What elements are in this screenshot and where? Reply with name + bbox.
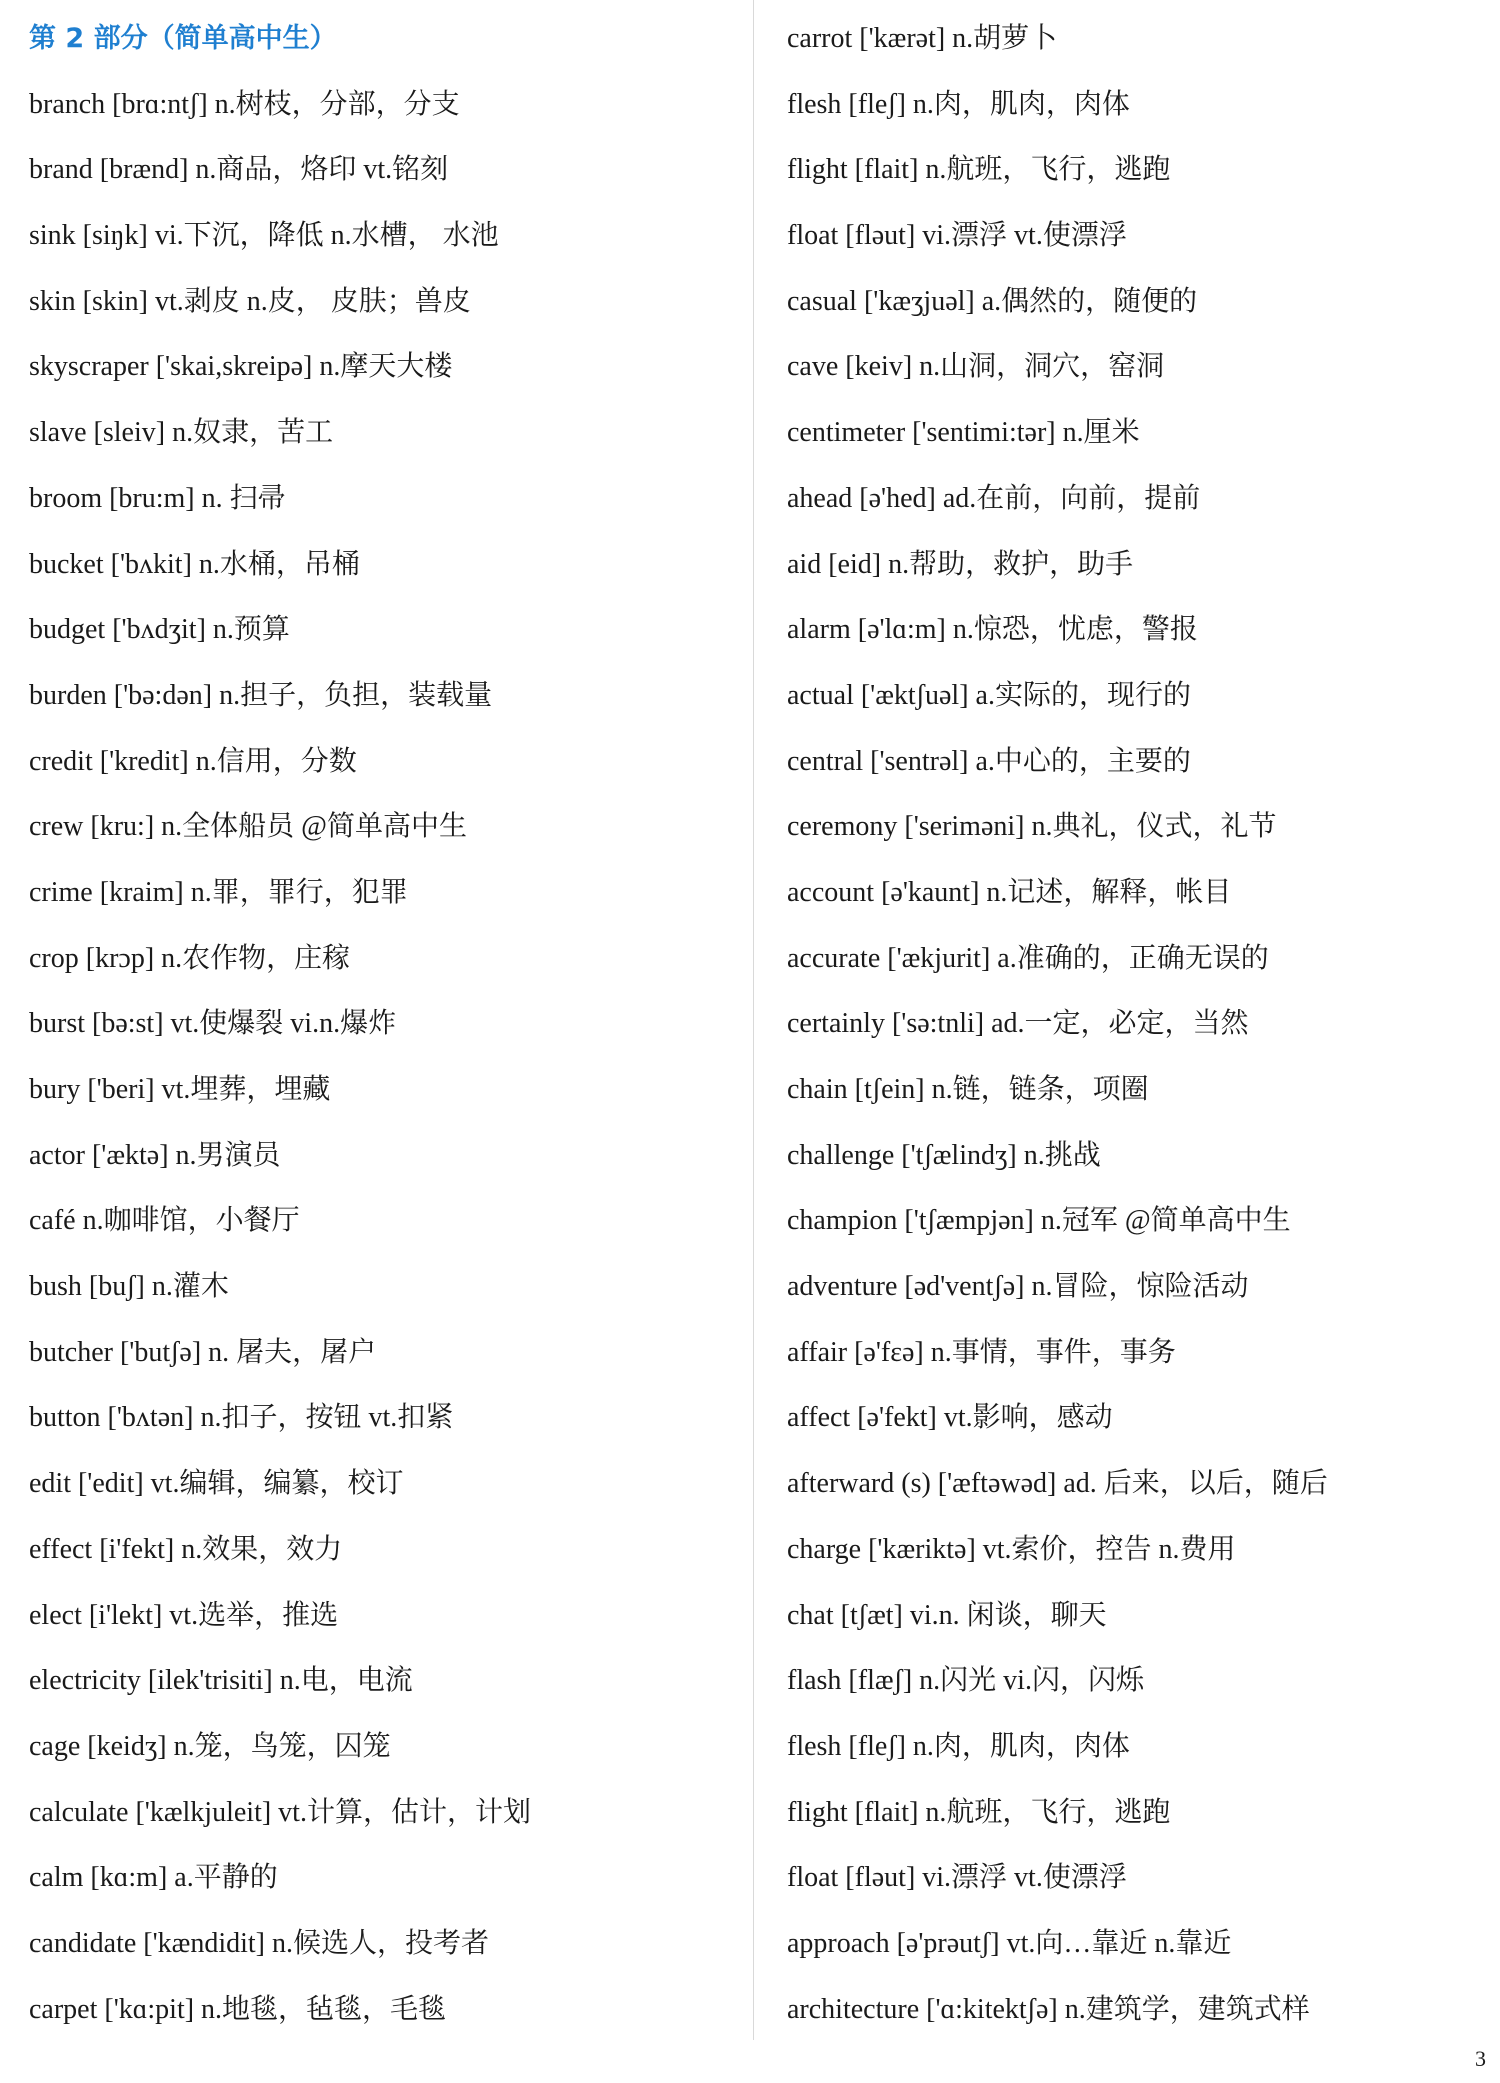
vocab-entry: ahead [ə'hed] ad.在前，向前，提前	[787, 482, 1201, 514]
vocab-entry: calm [kɑ:m] a.平静的	[29, 1862, 278, 1894]
vocab-entry: chain [tʃein] n.链，链条，项圈	[787, 1074, 1149, 1105]
vocab-entry: butcher ['butʃə] n. 屠夫，屠户	[29, 1336, 377, 1368]
vocab-entry: sink [siŋk] vi.下沉，降低 n.水槽， 水池	[29, 220, 499, 252]
vocab-entry: flash [flæʃ] n.闪光 vi.闪，闪烁	[787, 1665, 1144, 1697]
section-title: 第 2 部分（简单高中生）	[29, 23, 337, 54]
vocab-entry: float [fləut] vi.漂浮 vt.使漂浮	[787, 220, 1127, 252]
vocab-entry: brand [brænd] n.商品，烙印 vt.铭刻	[29, 154, 449, 186]
vocab-entry: alarm [ə'lɑ:m] n.惊恐，忧虑，警报	[787, 614, 1198, 646]
vocab-entry: affect [ə'fekt] vt.影响，感动	[787, 1402, 1113, 1434]
vocab-entry: adventure [əd'ventʃə] n.冒险，惊险活动	[787, 1271, 1249, 1303]
vocab-entry: elect [i'lekt] vt.选举，推选	[29, 1599, 339, 1631]
vocab-entry: skin [skin] vt.剥皮 n.皮， 皮肤；兽皮	[29, 285, 471, 317]
vocab-entry: branch [brɑ:ntʃ] n.树枝，分部，分支	[29, 88, 460, 120]
vocab-entry: flight [flait] n.航班，飞行，逃跑	[787, 154, 1171, 186]
vocab-entry: calculate ['kælkjuleit] vt.计算，估计，计划	[29, 1796, 531, 1828]
vocab-entry: challenge ['tʃælindʒ] n.挑战	[787, 1139, 1101, 1171]
vocab-entry: ceremony ['seriməni] n.典礼，仪式，礼节	[787, 811, 1277, 843]
vocab-entry: flesh [fleʃ] n.肉，肌肉，肉体	[787, 88, 1130, 120]
vocab-entry: crop [krɔp] n.农作物，庄稼	[29, 942, 351, 974]
vocab-entry: button ['bʌtən] n.扣子，按钮 vt.扣紧	[29, 1402, 454, 1434]
vocab-entry: account [ə'kaunt] n.记述，解释，帐目	[787, 876, 1232, 908]
vocab-entry: charge ['kæriktə] vt.索价，控告 n.费用	[787, 1533, 1236, 1565]
vocab-entry: architecture ['ɑ:kitektʃə] n.建筑学，建筑式样	[787, 1993, 1310, 2025]
vocab-entry: café n.咖啡馆，小餐厅	[29, 1205, 300, 1237]
vocab-entry: affair [ə'fɛə] n.事情，事件，事务	[787, 1336, 1176, 1368]
vocab-entry: casual ['kæʒjuəl] a.偶然的，随便的	[787, 285, 1198, 317]
vocab-entry: aid [eid] n.帮助，救护，助手	[787, 548, 1134, 580]
vocab-entry: edit ['edit] vt.编辑，编纂，校订	[29, 1468, 404, 1500]
vocab-entry: bucket ['bʌkit] n.水桶，吊桶	[29, 548, 360, 580]
vocab-entry: crime [kraim] n.罪，罪行，犯罪	[29, 876, 408, 908]
column-divider	[753, 0, 754, 2040]
vocab-entry: centimeter ['sentimi:tər] n.厘米	[787, 417, 1140, 449]
right-column	[787, 14, 1477, 2050]
vocab-entry: slave [sleiv] n.奴隶，苦工	[29, 417, 334, 449]
vocab-entry: carpet ['kɑ:pit] n.地毯，毡毯，毛毯	[29, 1993, 447, 2025]
vocab-entry: actor ['æktə] n.男演员	[29, 1139, 281, 1171]
vocab-entry: actual ['æktʃuəl] a.实际的，现行的	[787, 679, 1191, 711]
vocab-entry: accurate ['ækjurit] a.准确的，正确无误的	[787, 942, 1269, 974]
vocab-entry: skyscraper ['skai,skreipə] n.摩天大楼	[29, 351, 453, 383]
vocab-entry: burden ['bə:dən] n.担子，负担，装载量	[29, 679, 493, 711]
vocab-entry: flight [flait] n.航班，飞行，逃跑	[787, 1796, 1171, 1828]
vocab-entry: effect [i'fekt] n.效果，效力	[29, 1533, 343, 1565]
page-number: 3	[1475, 2046, 1486, 2071]
vocab-entry: central ['sentrəl] a.中心的，主要的	[787, 745, 1191, 777]
vocab-entry: afterward (s) ['æftəwəd] ad. 后来，以后，随后	[787, 1468, 1328, 1500]
vocab-entry: approach [ə'prəutʃ] vt.向…靠近 n.靠近	[787, 1927, 1232, 1959]
left-column	[29, 14, 749, 2050]
vocab-entry: budget ['bʌdʒit] n.预算	[29, 614, 290, 646]
vocab-entry: chat [tʃæt] vi.n. 闲谈，聊天	[787, 1599, 1107, 1631]
vocab-entry: burst [bə:st] vt.使爆裂 vi.n.爆炸	[29, 1008, 397, 1040]
vocab-entry: bush [buʃ] n.灌木	[29, 1271, 229, 1303]
vocab-entry: flesh [fleʃ] n.肉，肌肉，肉体	[787, 1730, 1130, 1762]
vocab-entry: candidate ['kændidit] n.候选人，投考者	[29, 1927, 489, 1959]
vocab-entry: float [fləut] vi.漂浮 vt.使漂浮	[787, 1862, 1127, 1894]
vocab-entry: credit ['kredit] n.信用，分数	[29, 745, 357, 777]
vocab-entry: cave [keiv] n.山洞，洞穴，窑洞	[787, 351, 1165, 383]
vocab-entry: carrot ['kærət] n.胡萝卜	[787, 23, 1058, 54]
vocab-entry: electricity [ilek'trisiti] n.电，电流	[29, 1665, 413, 1697]
vocab-entry: crew [kru:] n.全体船员 @简单高中生	[29, 811, 467, 843]
vocab-entry: bury ['beri] vt.埋葬，埋藏	[29, 1074, 331, 1105]
vocab-entry: broom [bru:m] n. 扫帚	[29, 482, 286, 514]
vocab-entry: champion ['tʃæmpjən] n.冠军 @简单高中生	[787, 1205, 1291, 1237]
vocab-entry: certainly ['sə:tnli] ad.一定，必定，当然	[787, 1008, 1249, 1040]
vocab-entry: cage [keidʒ] n.笼，鸟笼，囚笼	[29, 1730, 391, 1762]
